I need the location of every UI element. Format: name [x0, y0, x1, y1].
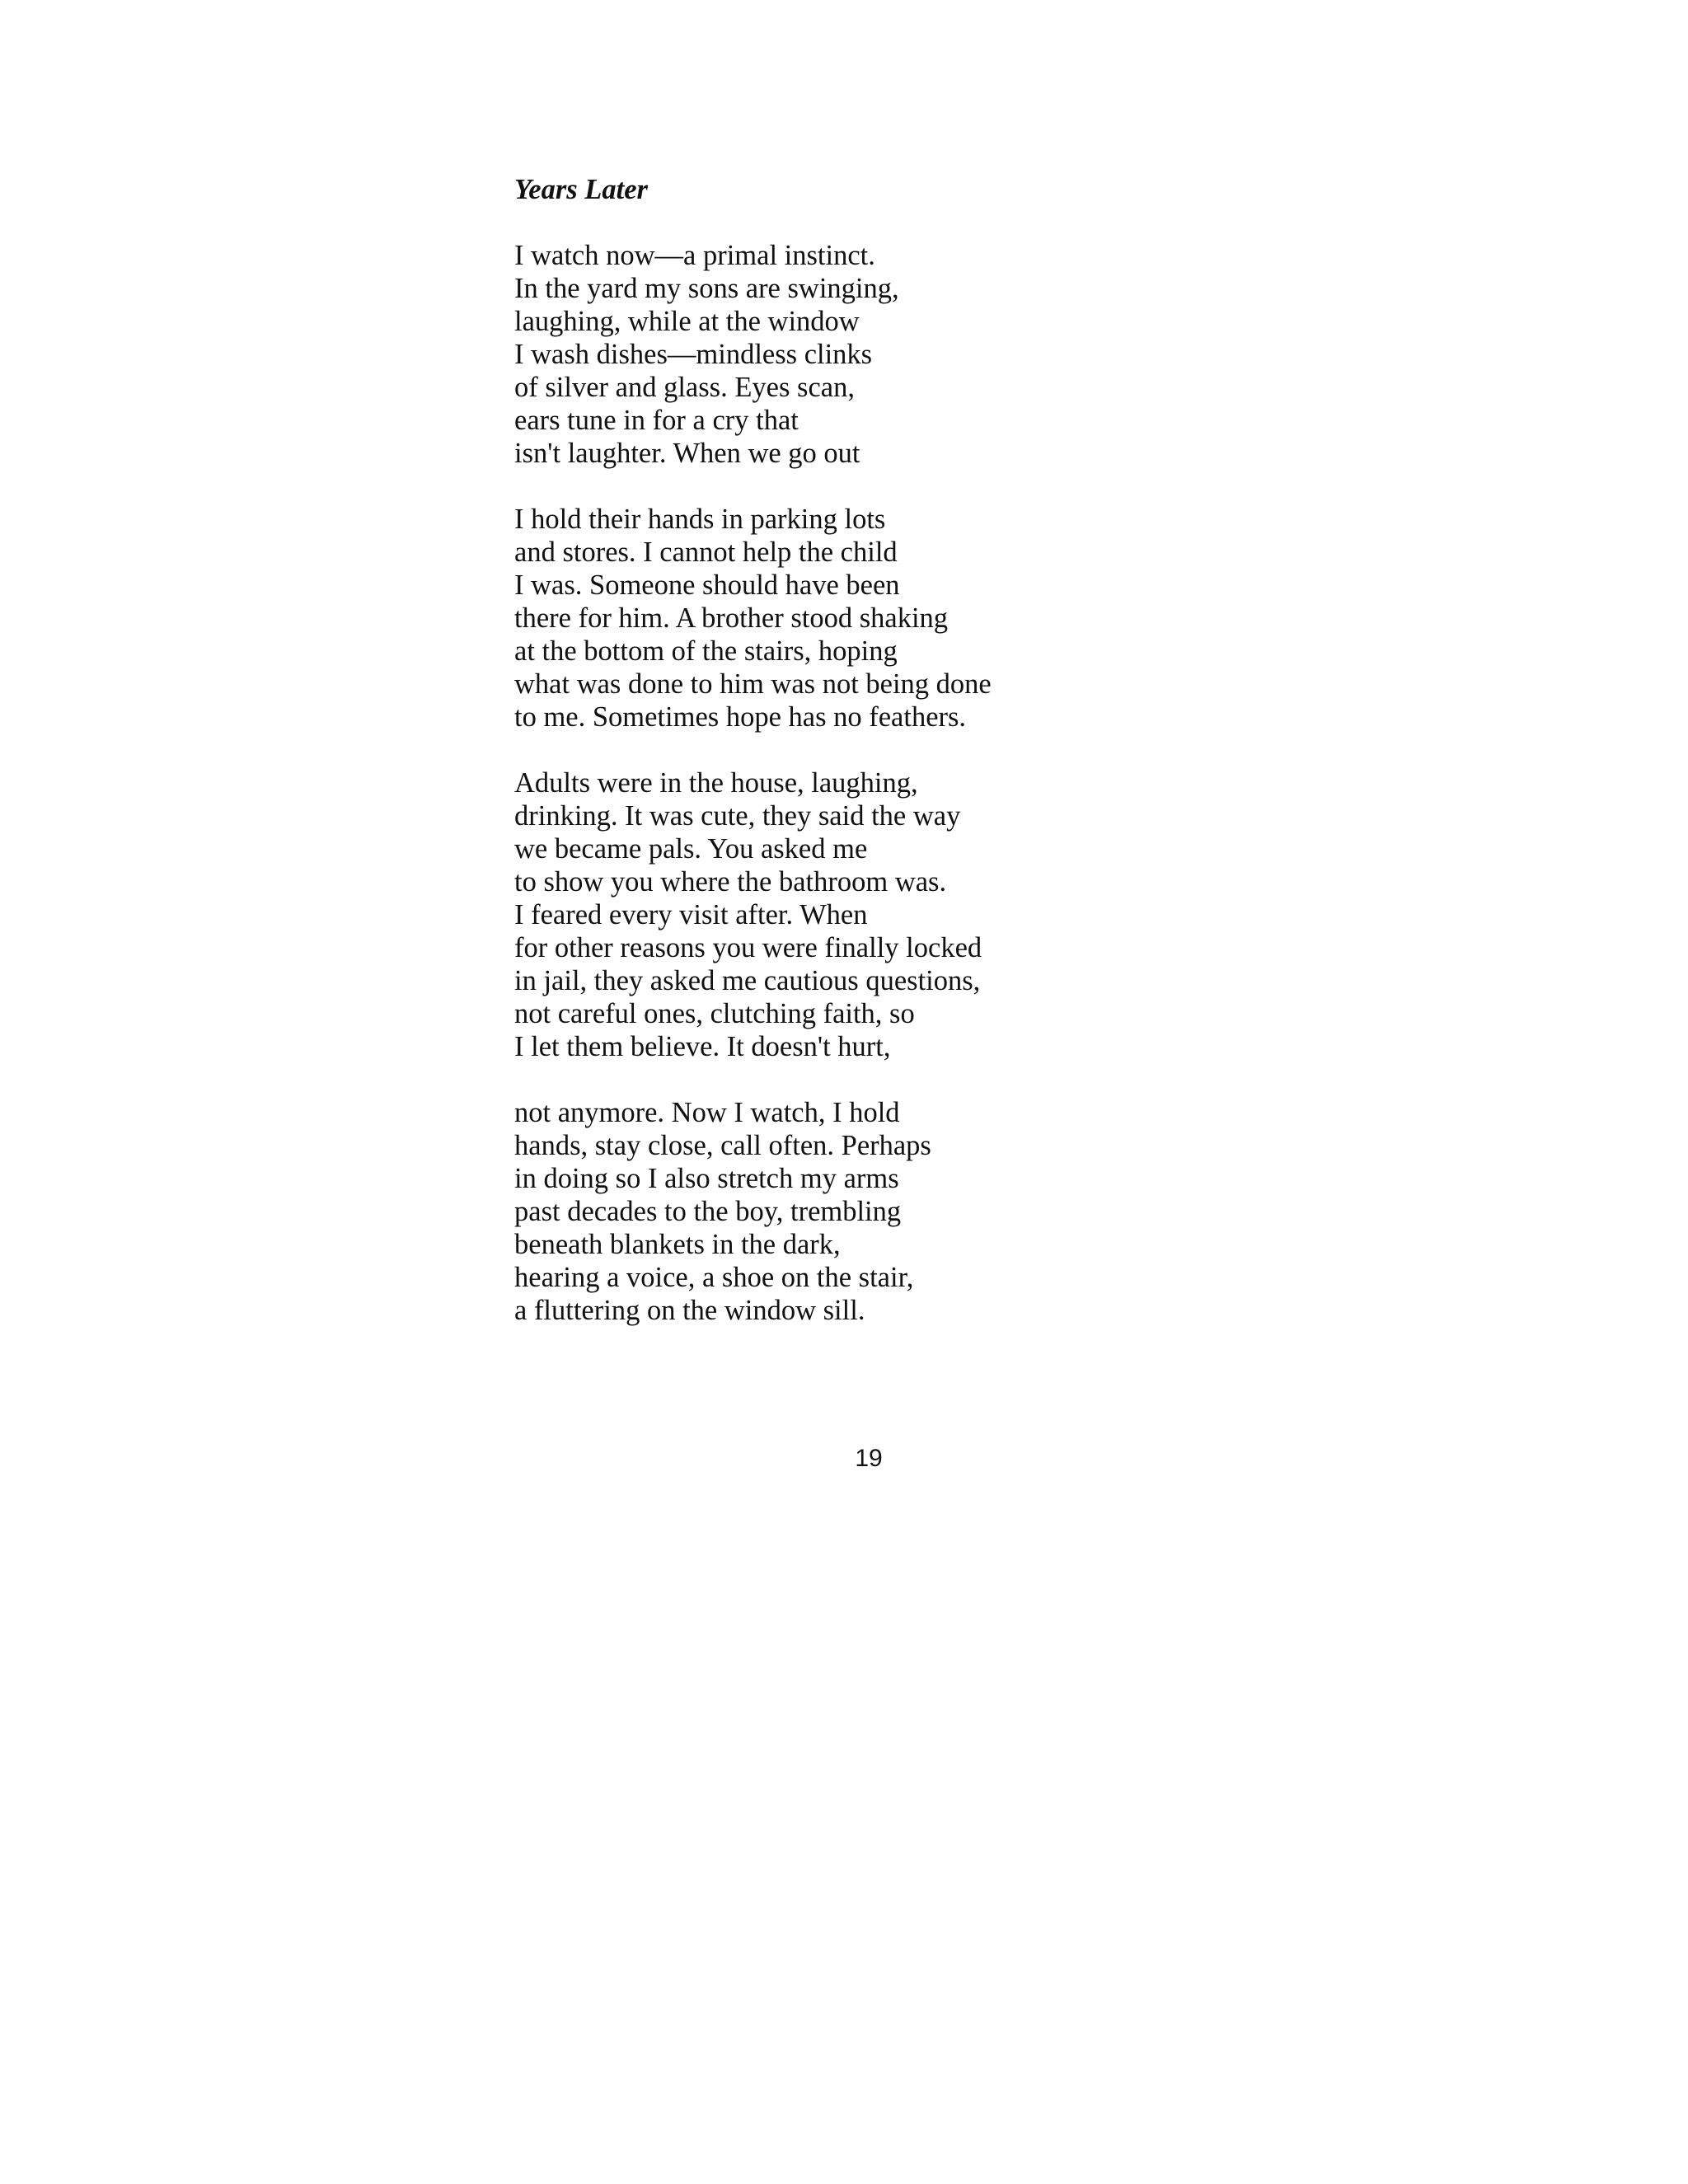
poem-line: what was done to him was not being done	[514, 668, 992, 700]
page-number: 19	[855, 1445, 883, 1472]
poem-title: Years Later	[514, 174, 648, 205]
poem-line: hearing a voice, a shoe on the stair,	[514, 1262, 914, 1293]
poem-line: In the yard my sons are swinging,	[514, 273, 899, 304]
poem-line: ears tune in for a cry that	[514, 405, 799, 436]
poem-line: I was. Someone should have been	[514, 569, 900, 601]
poem-line: at the bottom of the stairs, hoping	[514, 635, 898, 667]
poem-line: I let them believe. It doesn't hurt,	[514, 1031, 891, 1062]
poem-line: I watch now—a primal instinct.	[514, 240, 875, 271]
poem-line: hands, stay close, call often. Perhaps	[514, 1130, 931, 1161]
poem-line: I wash dishes—mindless clinks	[514, 339, 873, 370]
poem-line: I hold their hands in parking lots	[514, 504, 886, 535]
poem-line: isn't laughter. When we go out	[514, 438, 860, 469]
poem-line: for other reasons you were finally locked	[514, 932, 982, 963]
poem-line: Adults were in the house, laughing,	[514, 767, 918, 799]
stanza-3	[514, 766, 1339, 1063]
poem-line: drinking. It was cute, they said the way	[514, 800, 961, 832]
stanza-1	[514, 239, 1339, 470]
poem-line: not careful ones, clutching faith, so	[514, 998, 915, 1029]
poem-line: not anymore. Now I watch, I hold	[514, 1097, 900, 1128]
poem	[514, 173, 1339, 1327]
poem-line: a fluttering on the window sill.	[514, 1295, 865, 1326]
poem-line: of silver and glass. Eyes scan,	[514, 372, 855, 403]
poem-line: we became pals. You asked me	[514, 833, 868, 865]
poem-line: to show you where the bathroom was.	[514, 866, 947, 898]
stanza-4	[514, 1096, 1339, 1327]
stanza-2	[514, 503, 1339, 733]
poem-line: and stores. I cannot help the child	[514, 537, 898, 568]
poem-line: in doing so I also stretch my arms	[514, 1163, 899, 1194]
poem-line: laughing, while at the window	[514, 306, 860, 337]
poem-line: there for him. A brother stood shaking	[514, 602, 949, 634]
poem-line: past decades to the boy, trembling	[514, 1196, 902, 1227]
poem-line: beneath blankets in the dark,	[514, 1229, 841, 1260]
poem-line: to me. Sometimes hope has no feathers.	[514, 701, 967, 733]
poem-line: in jail, they asked me cautious questions,	[514, 965, 981, 996]
poem-line: I feared every visit after. When	[514, 899, 868, 930]
